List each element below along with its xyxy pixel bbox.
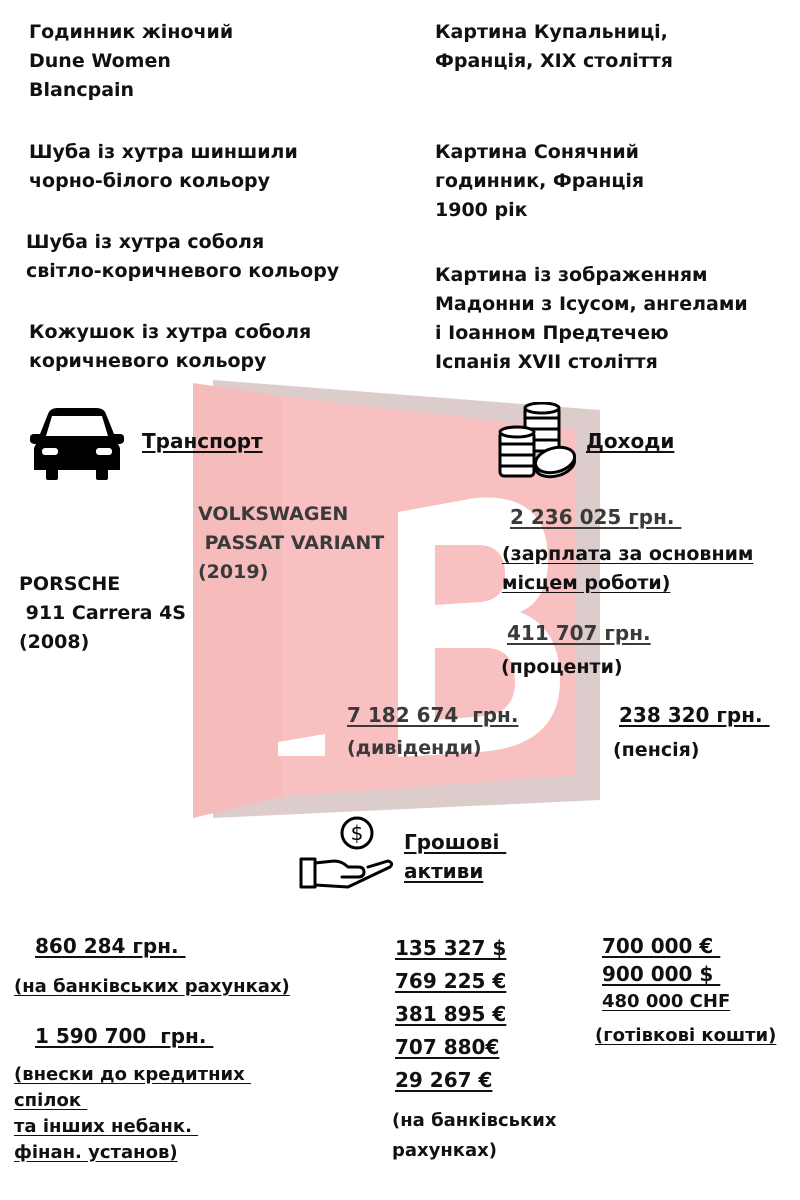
assets-heading: Грошові активи [404, 830, 507, 883]
property-item-watch: Годинник жіночий Dune Women Blancpain [29, 21, 234, 101]
income-pension-label: (пенсія) [613, 739, 700, 761]
vehicle-porsche: PORSCHE 911 Carrera 4S (2008) [19, 573, 186, 653]
svg-text:$: $ [350, 821, 364, 845]
income-interest-amount: 411 707 грн. [507, 621, 651, 645]
income-pension-amount: 238 320 грн. [619, 703, 770, 727]
property-item-painting-madonna: Картина із зображенням Мадонни з Ісусом, ангелами і Іоанном Предтечею Іспанія XVII століття [435, 264, 748, 373]
income-dividends-amount: 7 182 674 грн. [347, 703, 519, 727]
property-item-sable-jacket: Кожушок із хутра соболя коричневого кольору [29, 321, 312, 372]
assets-foreign-bank-label: (на банківських рахунках) [392, 1110, 557, 1161]
income-dividends-label: (дивіденди) [347, 737, 482, 759]
income-heading: Доходи [586, 429, 675, 453]
income-salary-label: (зарплата за основним місцем роботи) [502, 543, 754, 594]
assets-cash-label: (готівкові кошти) [595, 1025, 777, 1046]
property-item-painting-bathers: Картина Купальниці, Франція, XIX століття [435, 21, 673, 72]
assets-bank-uah-amount: 860 284 грн. [35, 934, 186, 958]
assets-bank-uah-label: (на банківських рахунках) [14, 976, 290, 997]
property-item-painting-sundial: Картина Сонячний годинник, Франція 1900 рік [435, 141, 645, 221]
transport-heading: Транспорт [142, 429, 263, 453]
assets-credit-unions-label: (внески до кредитних спілок та інших небанк. фінан. установ) [14, 1064, 252, 1163]
assets-credit-unions-amount: 1 590 700 грн. [35, 1024, 214, 1048]
assets-foreign-bank-amounts: 135 327 $ 769 225 € 381 895 € 707 880€ 29 267 € [395, 936, 507, 1092]
car-icon [28, 404, 126, 482]
property-item-sable-coat: Шуба із хутра соболя світло-коричневого кольору [26, 231, 340, 282]
income-salary-amount: 2 236 025 грн. [510, 505, 682, 529]
property-item-chinchilla-coat: Шуба із хутра шиншили чорно-білого кольору [29, 141, 298, 192]
coins-stack-icon [497, 402, 579, 480]
hand-money-icon [298, 815, 396, 893]
assets-cash-amounts: 700 000 € 900 000 $ 480 000 CHF [602, 934, 731, 1012]
vehicle-volkswagen: VOLKSWAGEN PASSAT VARIANT (2019) [198, 503, 385, 583]
income-interest-label: (проценти) [501, 656, 623, 678]
